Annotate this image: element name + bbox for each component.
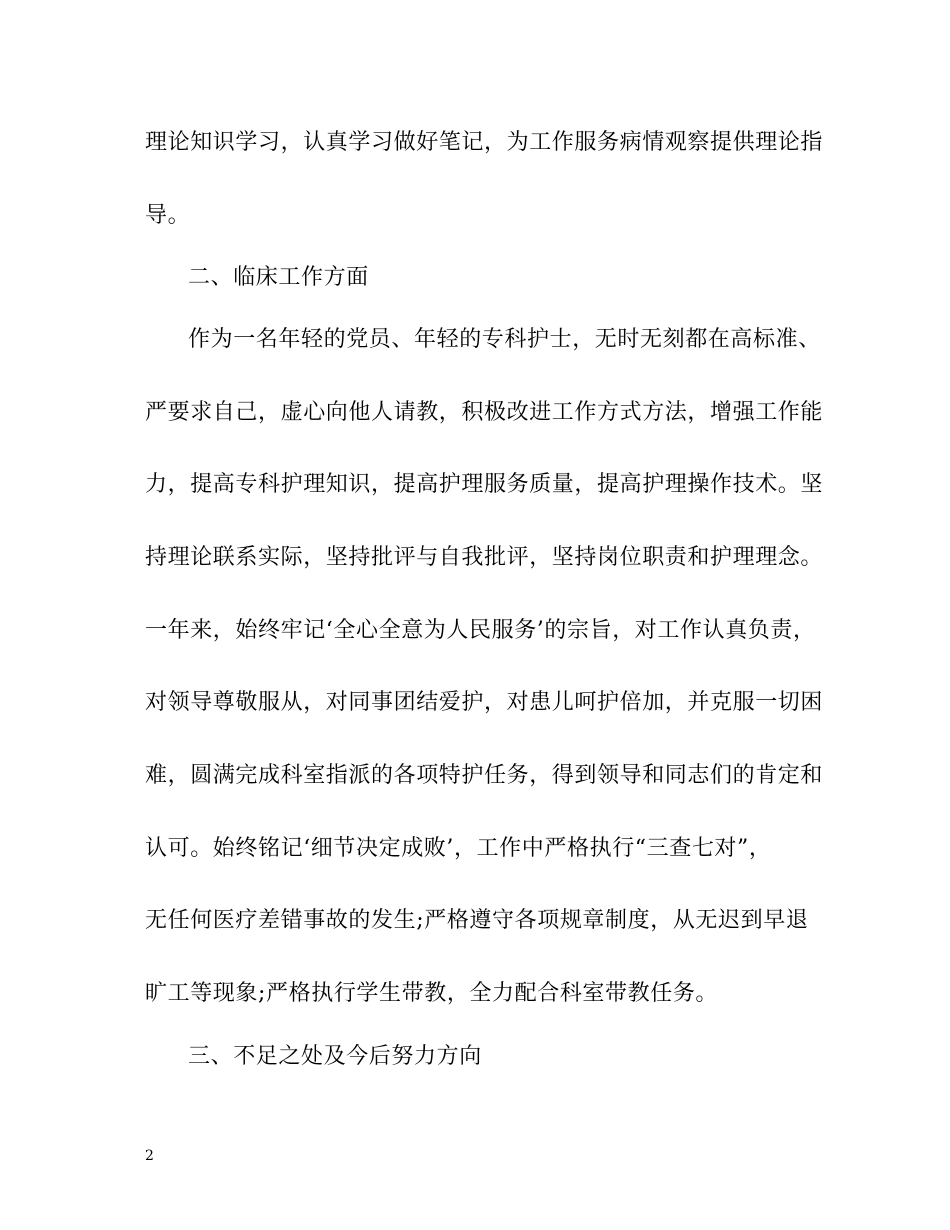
section-heading: 三、不足之处及今后努力方向 [188, 1044, 482, 1069]
page-number: 2 [145, 1148, 154, 1164]
text-line: 旷工等现象;严格执行学生带教，全力配合科室带教任务。 [145, 981, 719, 1006]
text-line: 一年来，始终牢记‘全心全意为人民服务’的宗旨，对工作认真负责， [145, 618, 816, 643]
text-line: 严要求自己，虚心向他人请教，积极改进工作方式方法，增强工作能 [145, 400, 824, 425]
text-line: 对领导尊敬服从，对同事团结爱护，对患儿呵护倍加，并克服一切困 [145, 690, 824, 715]
text-line: 导。 [145, 203, 191, 228]
text-line: 持理论联系实际，坚持批评与自我批评，坚持岗位职责和护理理念。 [145, 545, 824, 570]
text-line: 力，提高专科护理知识，提高护理服务质量，提高护理操作技术。坚 [145, 472, 824, 497]
text-line: 认可。始终铭记‘细节决定成败’，工作中严格执行“三查七对”， [145, 836, 772, 861]
section-heading: 二、临床工作方面 [188, 265, 369, 290]
paragraph-first-line: 作为一名年轻的党员、年轻的专科护士，无时无刻都在高标准、 [188, 327, 821, 352]
text-line: 理论知识学习，认真学习做好笔记，为工作服务病情观察提供理论指 [145, 130, 824, 155]
text-line: 难，圆满完成科室指派的各项特护任务，得到领导和同志们的肯定和 [145, 763, 824, 788]
text-line: 无任何医疗差错事故的发生;严格遵守各项规章制度，从无迟到早退 [145, 908, 809, 933]
